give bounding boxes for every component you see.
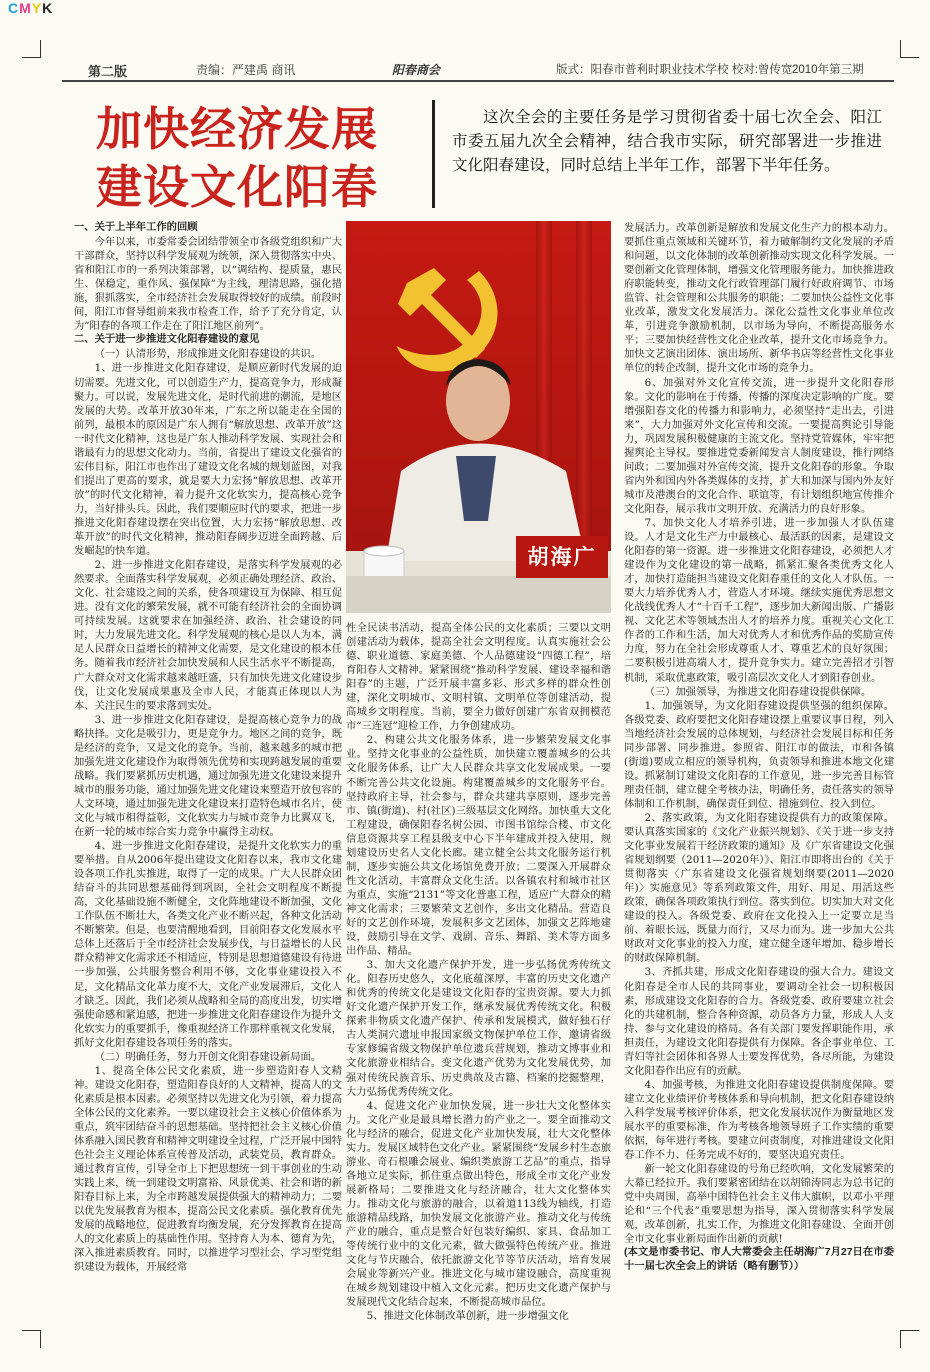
section-heading: 一、关于上半年工作的回顾 [74, 222, 198, 233]
paragraph: 2、构建公共文化服务体系，进一步繁荣发展文化事业。坚持文化事业的公益性质，加快建立覆盖城乡的公共文化服务体系，让广大人民群众共享文化发展成果。一要不断完善公共文化设施。构建覆盖城乡的文化服务平台。坚持政府主导，社会参与，群众共建共享原则，逐步完善市、镇(街道)、村(社区)三级基层文化网络。加快重大文化工程建设，确保阳春名树公园、市图书馆综合楼、市文化信息资源共享工程县级支中心下半年建成并投入使用，规划建设历史名人文化长廊。建立健全公共文化服务运行机制，逐步实施公共文化场馆免费开放；二要深入开展群众性文化活动，丰富群众文化生活。以各镇农村和城市社区为重点，实施“2131”等文化普惠工程，适应广大群众的精神文化需求；三要繁荣文艺创作，多出文化精品。营造良好的文艺创作环境，发展积多文艺团体，加强文艺阵地建设，鼓励引导在文学、戏剧、音乐、舞蹈、美术等方面多出作品、精品。 [346, 734, 611, 958]
paragraph: 1、进一步推进文化阳春建设，是顺应新时代发展的迫切需要。先进文化，可以创造生产力，提高竞争力，形成凝聚力。可以说，发展先进文化，是时代前进的潮流，是地区发展的大势。改革开放30年来，广东之所以能走在全国的前列，最根本的原因是广东人拥有“解放思想、改革开放”这一时代文化精神，这也是广东人推动科学发展、实现社会和谐最有力的思想文化动力。当前，省提出了建设文化强省的宏伟目标，阳江市也作出了建设文化名城的规划蓝图，对我们提出了更高的要求，就是要大力宏扬“解放思想、改革开放”的时代文化精神，着力提升文化软实力，提高核心竞争力，当好排头兵。因此，我们要顺应时代的要求，把进一步推进文化阳春建设摆在突出位置，大力宏扬“解放思想、改革开放”的时代文化精神，推动阳春阔步迈进全面跨越、后发崛起的快车道。 [74, 362, 342, 558]
paragraph: 今年以来，市委常委会团结带领全市各级党组织和广大干部群众，坚持以科学发展观为统领，深入贯彻落实中央、省和阳江市的一系列决策部署，以“调结构、提质量，惠民生、保稳定，重作风、强保障”为主线，理清思路，强化措施，狠抓落实，全市经济社会发展取得较好的成绩。前段时间，阳江市督导组前来我市检查工作，给予了充分肯定，认为“阳春的各项工作走在了阳江地区前列”。 [74, 236, 342, 333]
paragraph: 4、进一步推进文化阳春建设，是提升文化软实力的重要举措。自从2006年提出建设文化阳春以来，我市文化建设各项工作扎实推进，取得了一定的成果。广大人民群众团结奋斗的共同思想基础得到巩固，全社会文明程度不断提高，文化基础设施不断健全，文化阵地建设不断加强，文化工作队伍不断壮大，各类文化产业不断兴起，各种文化活动不断繁荣。但是，也要清醒地看到，目前阳春文化发展水平总体上还落后于全市经济社会发展步伐，与日益增长的人民群众精神文化需求还不相适应，特别是思想道德建设有待进一步加强，公共服务整合利用不够，文化事业建设投入不足，文化精品文化革力度不大，文化产业发展滞后，文化人才缺乏。因此，我们必须从战略和全局的高度出发，切实增强使命感和紧迫感，把进一步推进文化阳春建设作为提升文化软实力的重要抓手，像重视经济工作那样重视文化发展，抓好文化阳春建设各项任务的落实。 [74, 840, 342, 1049]
subsection-heading: （三）加强领导，为推进文化阳春建设提供保障。 [644, 685, 872, 698]
issue-label: 2010年第三期 [792, 64, 864, 76]
paragraph: 7、加快文化人才培养引进，进一步加强人才队伍建设。人才是文化生产力中最核心、最活跃的因素，是建设文化阳春的第一资源。进一步推进文化阳春建设，必须把人才建设作为文化建设的第一战略，抓紧汇聚各类优秀文化人才，加快打造能担当建设文化阳春重任的文化人才队伍。一要大力培养优秀人才，营造人才环境。继续实施优秀思想文化战线优秀人才“十百千工程”，逐步加大新闻出版、广播影视、文化艺术等领域杰出人才的培养力度。重视关心文化工作者的工作和生活，加大对优秀人才和优秀作品的奖励宣传力度，努力在全社会形成尊重人才、尊重艺术的良好氛围；二要积极引进高端人才，提升竞争实力。建立完善招才引智机制，采取优惠政策，吸引高层次文化人才到阳春创业。 [624, 516, 894, 684]
subsection-heading: （二）明确任务，努力开创文化阳春建设新局面。 [94, 1050, 322, 1063]
edition-label: 第二版 [88, 64, 128, 79]
crop-mark [22, 1330, 40, 1331]
crop-mark [901, 1330, 919, 1331]
page-header [68, 60, 894, 78]
paragraph: 1、提高全体公民文化素质，进一步塑造阳春人文精神。建设文化阳春，塑造阳春良好的人文精神，提高人的文化素质是根本因素。必须坚持以先进文化为引领，着力提高全体公民的文化素养。一要以建设社会主义核心价值体系为重点，筑牢团结奋斗的思想基础。坚持把社会主义核心价值体系融入国民教育和精神文明建设全过程，广泛开展中国特色社会主义理论体系宣传普及活动，武装党员，教育群众。通过教育宣传，引导全市上下把思想统一到干事创业的生动实践上来，统一到建设文明富裕、风景优美、社会和谐的新阳春目标上来，为全市跨越发展提供强大的精神动力；二要以优先发展教育为根本，提高公民文化素质。强化教育优先发展的战略地位，促进教育均衡发展，充分发挥教育在提高人的文化素质上的基础性作用。坚持育人为本、德育为先，深入推进素质教育。同时，以推进学习型社会、学习型党组织建设为载体，开展经常 [74, 1064, 342, 1274]
article-footnote: (本文是市委书记、市人大常委会主任胡海广7月27日在市委十一届七次全会上的讲话（略有删节）） [624, 1247, 894, 1273]
article-title: 加快经济发展 建设文化阳春 [96, 102, 378, 214]
crop-mark [40, 40, 41, 58]
title-divider [432, 100, 435, 208]
paper-name: 阳春商会 [392, 63, 441, 77]
crop-mark [900, 1330, 901, 1348]
cmyk-print-mark: CMYK [8, 0, 54, 16]
paragraph: 2、落实政策，为文化阳春建设提供有力的政策保障。要认真落实国家的《文化产业振兴规划》、《关于进一步支持文化事业发展若干经济政策的通知》及《广东省建设文化强省规划纲要（2011—2020年）》、阳江市即将出台的《关于贯彻落实〈广东省建设文化强省规划纲要(2011—2020年)〉实施意见》等系列政策文件，用好、用足、用活这些政策，确保各项政策执行到位。落实到位。切实加大对文化建设的投入。各级党委、政府在文化投入上一定要立足当前、着眼长远，既量力而行，又尽力而为。进一步加大公共财政对文化事业的投入力度，建立健全逐年增加、稳步增长的财政保障机制。 [624, 811, 894, 965]
crop-mark [22, 57, 40, 58]
paragraph: 6、加强对外文化宣传交流，进一步提升文化阳春形象。文化的影响在于传播，传播的深度决定影响的广度。要增强阳春文化的传播力和影响力，必须坚持“走出去，引进来”，大力加强对外文化宣传和交流。一要提高舆论引导能力，巩固发展积极健康的主流文化。坚持党管媒体，牢牢把握舆论主导权。要推进党委新闻发言人制度建设，推行网络问政；二要加强对外宣传交流，提升文化阳春的形象。争取省内外和国内外各类媒体的支持，扩大和加深与国内外友好城市及港澳台的文化合作、联谊等，有计划组织地宣传推介文化阳春，展示我市文明开放、充满活力的良好形象。 [624, 376, 894, 515]
paragraph: 4、加强考核，为推进文化阳春建设提供制度保障。要建立文化业绩评价考核体系和导向机制，把文化阳春建设纳入科学发展考核评价体系，把文化发展状况作为衡量地区发展水平的重要标准，作为考核各地领导班子工作实绩的重要依据，每年进行考核。要建立问责制度，对推进建设文化阳春工作不力、任务完成不好的，要坚决追究责任。 [624, 1078, 894, 1162]
header-rule [62, 80, 894, 82]
article-column-2 [346, 621, 611, 1323]
article-column-3 [624, 221, 894, 1311]
paragraph: 1、加强领导，为文化阳春建设提供坚强的组织保障。各级党委、政府要把文化阳春建设摆上重要议事日程，列入当地经济社会发展的总体规划，与经济社会发展目标和任务同步部署、同步推进。参照省、阳江市的做法，市和各镇(街道)要成立相应的领导机构，负责领导和推进本地文化建设。抓紧制订建设文化阳春的工作意见，进一步完善目标管理责任制，建立健全考核办法，明确任务，责任落实的领导体制和工作机制，确保责任到位、措施到位、投入到位。 [624, 699, 894, 810]
speaker-nameplate: 胡海广 [516, 536, 608, 578]
paragraph-continued: 发展活力。改革创新是解放和发展文化生产力的根本动力。要抓住重点领域和关键环节，着力破解制约文化发展的矛盾和问题，以文化体制的改革创新推动实现文化科学发展。一要创新文化管理体制，增强文化管理服务能力。加快推进政府职能转变，推动文化行政管理部门履行好政府调节、市场监管、社会管理和公共服务的职能；二要加快公益性文化事业改革，激发文化发展活力。深化公益性文化事业单位改革，引进竞争激励机制，以市场为导向，不断提高服务水平；三要加快经营性文化企业改革，提升文化市场竞争力。加快文艺演出团体、演出场所、新华书店等经营性文化事业单位的转企改制，提升文化市场的竞争力。 [624, 222, 894, 375]
paragraph: 2、进一步推进文化阳春建设，是落实科学发展观的必然要求。全面落实科学发展观，必须正确处理经济、政治、文化、社会建设之间的关系，使各项建设互为保障、相互促进。没有文化的繁荣发展，就不可能有经济社会的全面协调可持续发展。这就要求在加强经济、政治、社会建设的同时，大力发展先进文化。科学发展观的核心是以人为本，满足人民群众日益增长的精神文化需要，是文化建设的根本任务。随着我市经济社会加快发展和人民生活水平不断提高，广大群众对文化需求越来越旺盛，只有加快先进文化建设步伐，让文化发展成果惠及全市人民，才能真正体现以人为本、关注民生的要求落到实处。 [74, 559, 342, 712]
article-column-1 [74, 221, 342, 1311]
paragraph-continued: 性全民读书活动，提高全体公民的文化素质；三要以文明创建活动为载体，提高全社会文明程度。认真实施社会公德、职业道德、家庭美德、个人品德建设“四德工程”，培育阳春人文精神。紧紧围绕“推动科学发展、建设幸福和谐阳春”的主题，广泛开展丰富多彩、形式多样的群众性创建，深化文明城市、文明村镇、文明单位等创建活动，提高城乡文明程度。当前，要全力做好创建广东省双拥模范市“三连冠”迎检工作，力争创建成功。 [346, 622, 611, 733]
paragraph: 4、促进文化产业加快发展，进一步壮大文化整体实力。文化产业是最具增长潜力的产业之一。要全面推动文化与经济的融合，促进文化产业加快发展，壮大文化整体实力。发展区域特色文化产业。紧紧围绕“发展乡村生态旅游业、奇石根雕会展业、编织类旅游工艺品”的重点，指导各地立足实际，抓住重点做出特色，形成全市文化产业发展新格局；二要推进文化与经济融合，壮大文化整体实力。推动文化与旅游的融合，以着道113线为轴线，打造旅游精品线路，加快发展文化旅游产业。推动文化与传统产业的融合，重点是整合好包装好编织、家具、食品加工等传统行业中的文化元素，做大做强特色传统产业。推进文化与节庆融合，依托旅游文化节等节庆活动，培育发展会展业等新兴产业。推进文化与城市建设融合，高度重视在城乡规划建设中植入文化元素。把历史文化遗产保护与发展现代文化结合起来，不断提高城市品位。 [346, 1099, 611, 1309]
subsection-heading: （一）认清形势，形成推进文化阳春建设的共识。 [94, 348, 322, 361]
paragraph: 3、加大文化遗产保护开发，进一步弘扬优秀传统文化。阳春历史悠久，文化底蕴深厚，丰富的历史文化遗产和优秀的传统文化是建设文化阳春的宝贵资源。要大力抓好文化遗产保护开发工作，继承发展优秀传统文化。积极探索非物质文化遗产保护、传承和发展模式，做好独石仔古人类洞穴遗址申报国家级文物保护单位工作，邀请省级专家修编省级文物保护单位遗兵营规划，推动文博事业和文化旅游业相结合。变文化遗产优势为文化发展优势，加强对传统民族音乐、历史典故及古籍、档案的挖掘整理，大力弘扬优秀传统文化。 [346, 959, 611, 1098]
article-intro: 这次全会的主要任务是学习贯彻省委十届七次全会、阳江市委五届九次全会精神，结合我市实际，研究部署进一步推进文化阳春建设，同时总结上半年工作，部署下半年任务。 [452, 109, 882, 174]
paragraph: 5、推进文化体制改革创新，进一步增强文化 [366, 1310, 569, 1323]
paragraph: 3、进一步推进文化阳春建设，是提高核心竞争力的战略抉择。文化是吸引力，更是竞争力。地区之间的竞争，既是经济的竞争，又是文化的竞争。当前，越来越多的城市把加强先进文化建设作为取得领先优势和实现跨越发展的重要战略。我们要紧抓历史机遇，通过加强先进文化建设来提升城市的服务功能，通过加强先进文化建设来塑造开放包容的人文环境，通过加强先进文化建设来打造特色城市名片，使文化与城市相得益彰，文化软实力与城市竞争力比翼双飞，在新一轮的城市综合实力竞争中赢得主动权。 [74, 713, 342, 839]
crop-mark [40, 1330, 41, 1348]
paragraph: 新一轮文化阳春建设的号角已经吹响，文化发展繁荣的大幕已经拉开。我们要紧密团结在以胡锦涛同志为总书记的党中央周围，高举中国特色社会主义伟大旗帜，以邓小平理论和“三个代表”重要思想为指导，深入贯彻落实科学发展观，改革创新，扎实工作，为推进文化阳春建设、全面开创全市文化事业新局面作出新的贡献! [624, 1163, 894, 1246]
editors-label: 责编：严建禹 商讯 [196, 63, 296, 77]
paragraph: 3、齐抓共建，形成文化阳春建设的强大合力。建设文化阳春是全市人民的共同事业，要调动全社会一切积极因素，形成建设文化阳春的合力。各级党委、政府要建立社会化的共建机制，整合各种资源，动员各方力量，形成人人支持、参与文化建设的格局。各有关部门要发挥职能作用，承担责任，为建设文化阳春提供有力保障。各企事业单位、工青妇等社会团体和各界人士要发挥优势，各尽所能，为建设文化阳春作出应有的贡献。 [624, 966, 894, 1077]
section-heading: 二、关于进一步推进文化阳春建设的意见 [74, 334, 260, 346]
crop-mark [900, 40, 901, 58]
layout-credit: 版式：阳春市普利时职业技术学校 校对:曾传宽 [556, 64, 793, 76]
crop-mark [901, 57, 919, 58]
